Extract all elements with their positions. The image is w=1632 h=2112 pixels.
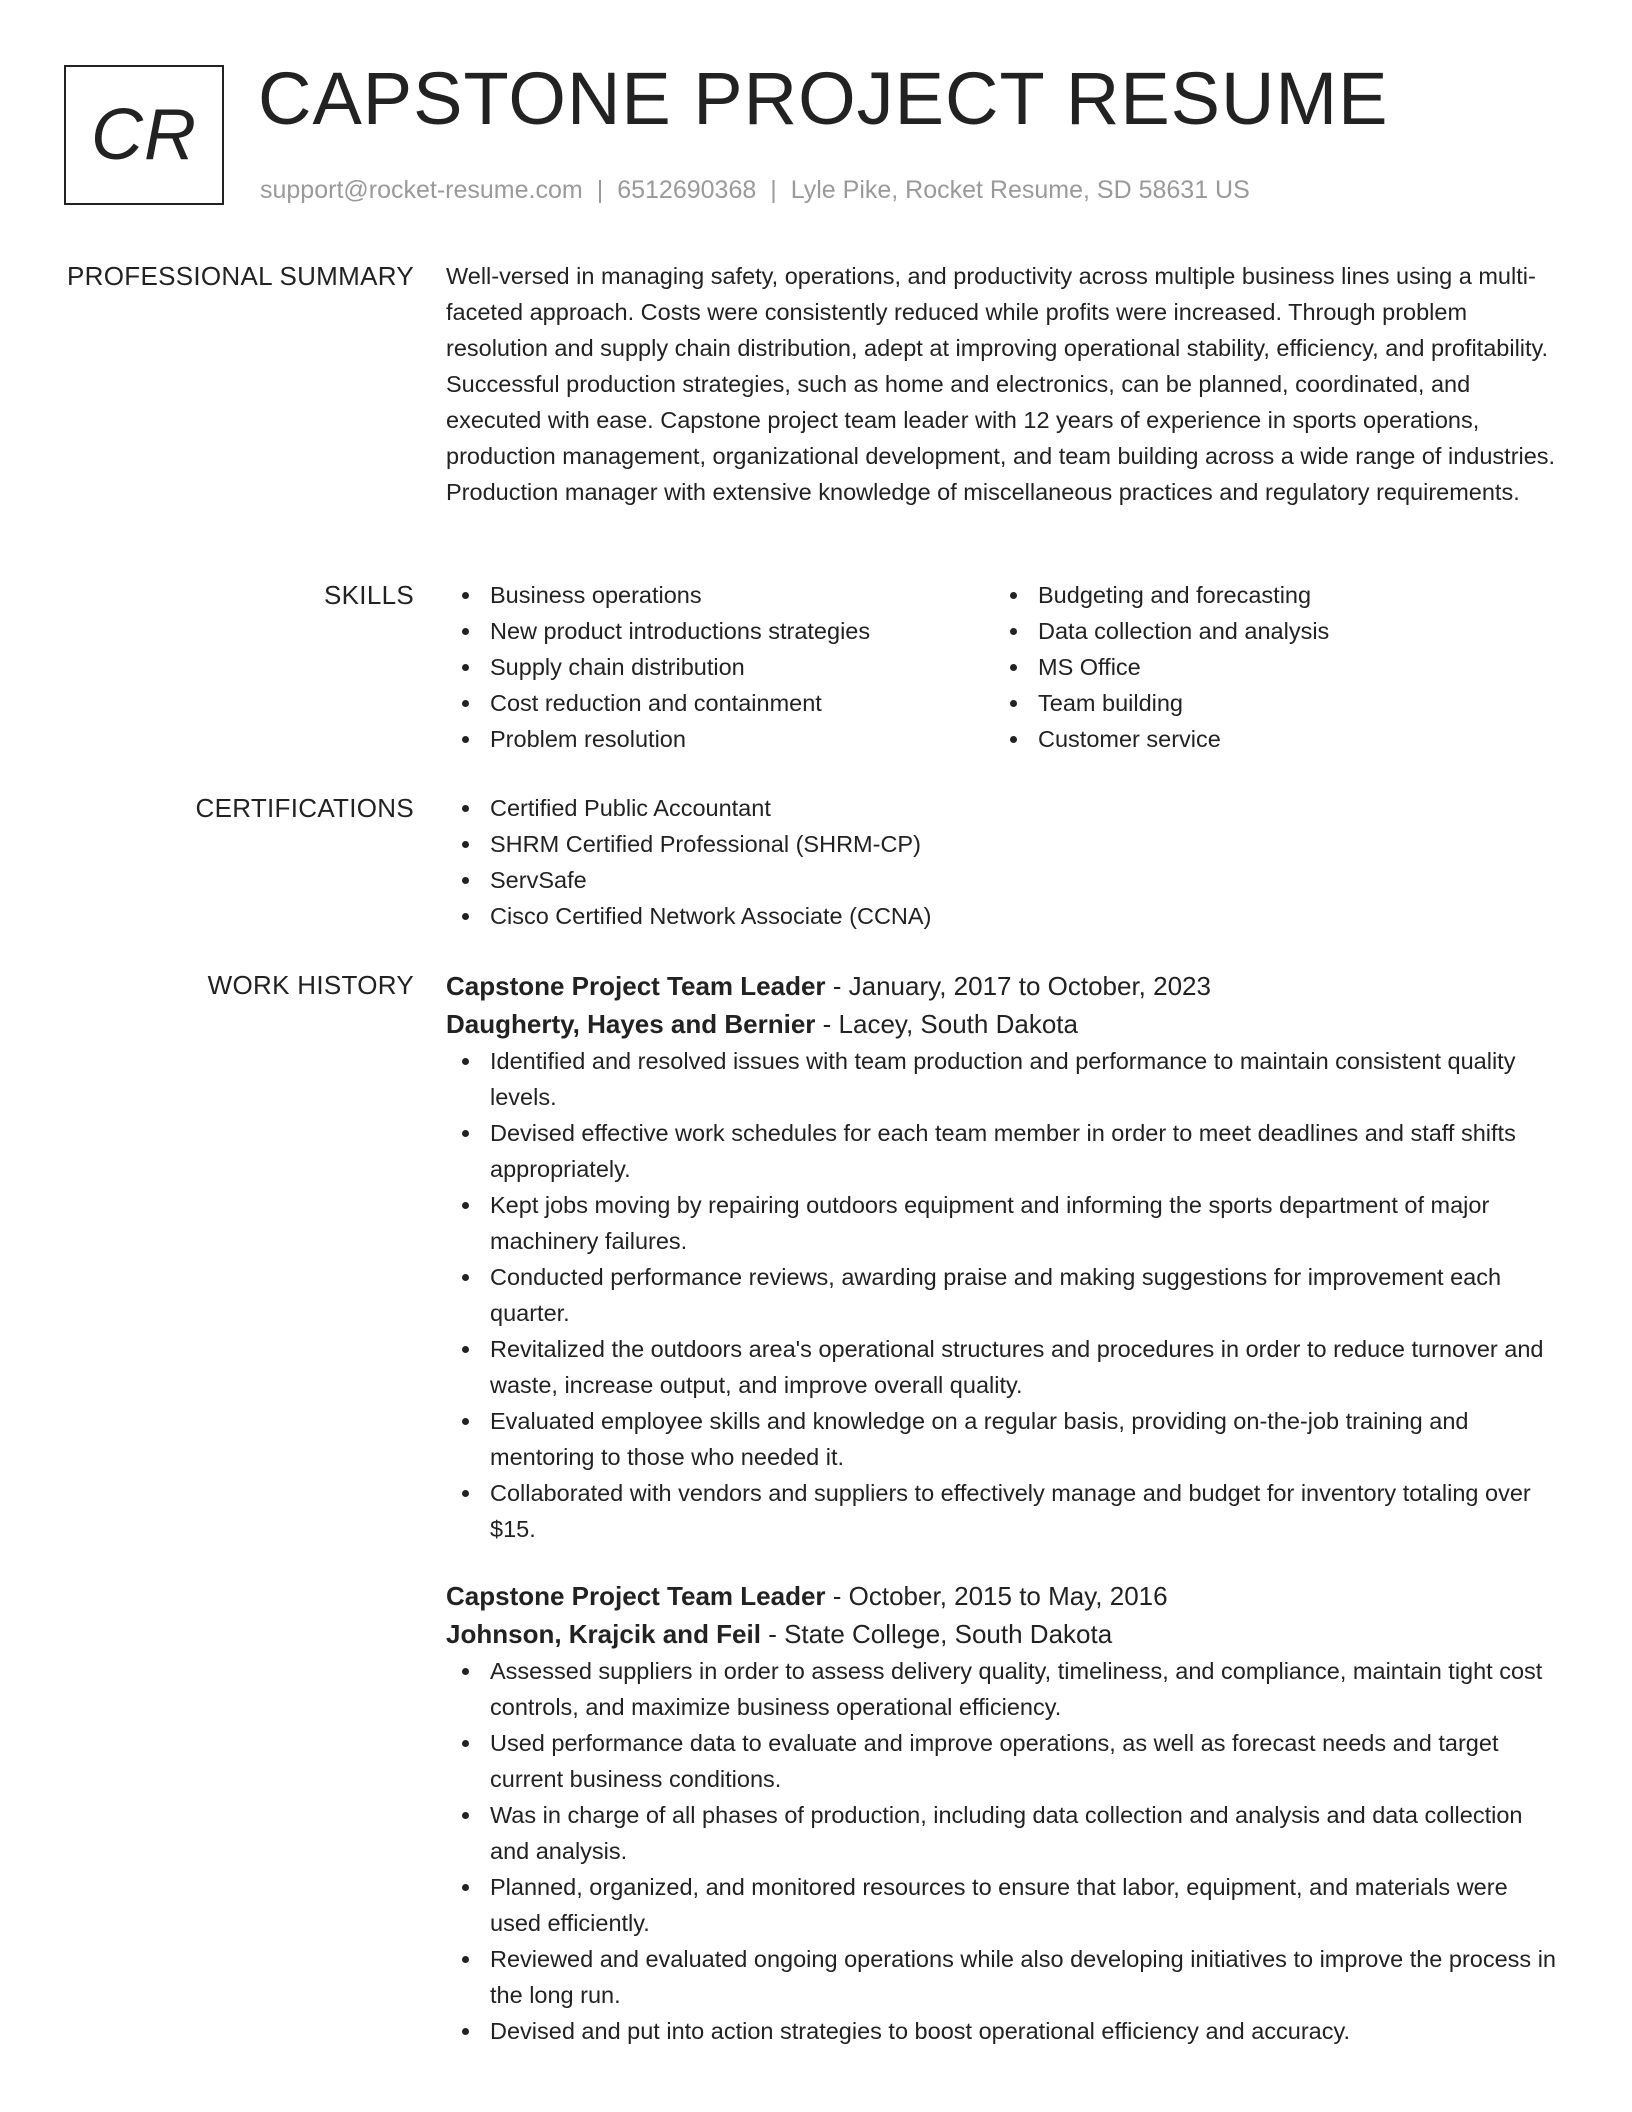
job-title-line [446,1577,1561,1615]
certification-item: Certified Public Accountant [446,790,1561,826]
summary-text: Well-versed in managing safety, operations, and productivity across multiple business lines using a multi-faceted approach. Costs were consistently reduced while profits were increased. Through problem resolution and supply chain distribution, adept at improving operational stability, efficiency, and profitability. Successful production strategies, such as home and electronics, can be planned, coordinated, and executed with ease. Capstone project team leader with 12 years of experience in sports operations, production management, organizational development, and team building across a wide range of industries. Production manager with extensive knowledge of miscellaneous practices and regulatory requirements. [446,263,1556,505]
certification-item: SHRM Certified Professional (SHRM-CP) [446,826,1561,862]
certification-item: ServSafe [446,862,1561,898]
job-bullet-item: Assessed suppliers in order to assess delivery quality, timeliness, and compliance, maintain tight cost controls, and maximize business operational efficiency. [446,1653,1561,1725]
job-bullet-item: Reviewed and evaluated ongoing operations while also developing initiatives to improve the process in the long run. [446,1941,1561,2013]
summary-heading: PROFESSIONAL SUMMARY [67,261,414,291]
job-location: - Lacey, South Dakota [815,1009,1078,1039]
job-company: Daugherty, Hayes and Bernier [446,1009,816,1039]
skills-list-left [446,577,994,757]
job-bullet-item: Conducted performance reviews, awarding praise and making suggestions for improvement each quarter. [446,1259,1561,1331]
job-title: Capstone Project Team Leader [446,971,826,1001]
job-bullet-item: Evaluated employee skills and knowledge on a regular basis, providing on-the-job training and mentoring to those who needed it. [446,1403,1561,1475]
job-bullet-list [446,1653,1561,2049]
contact-line [260,175,1250,205]
monogram-box [64,65,224,205]
contact-phone: 6512690368 [617,176,757,204]
job-bullet-item: Collaborated with vendors and suppliers to effectively manage and budget for inventory totaling over $15. [446,1475,1561,1547]
job-bullet-item: Revitalized the outdoors area's operational structures and procedures in order to reduce turnover and waste, increase output, and improve overall quality. [446,1331,1561,1403]
job-entry [446,1577,1561,2049]
skills-list-right [994,577,1542,757]
skill-item: Cost reduction and containment [446,685,994,721]
job-bullet-list [446,1043,1561,1547]
skill-item: Problem resolution [446,721,994,757]
skill-item: MS Office [994,649,1542,685]
certifications-list [446,790,1561,934]
skills-columns [446,577,1561,757]
skill-item: Team building [994,685,1542,721]
job-bullet-item: Planned, organized, and monitored resources to ensure that labor, equipment, and materials were used efficiently. [446,1869,1561,1941]
skill-item: Budgeting and forecasting [994,577,1542,613]
job-bullet-item: Was in charge of all phases of production, including data collection and analysis and data collection and analysis. [446,1797,1561,1869]
job-dates: - October, 2015 to May, 2016 [825,1581,1168,1611]
job-company: Johnson, Krajcik and Feil [446,1619,761,1649]
job-location: - State College, South Dakota [760,1619,1113,1649]
job-bullet-item: Devised effective work schedules for each team member in order to meet deadlines and staff shifts appropriately. [446,1115,1561,1187]
skills-heading: SKILLS [324,580,414,610]
job-title-line [446,967,1561,1005]
job-dates: - January, 2017 to October, 2023 [825,971,1211,1001]
skill-item: New product introductions strategies [446,613,994,649]
contact-separator: | [596,176,604,204]
certifications-body [446,790,1561,934]
job-bullet-item: Devised and put into action strategies to boost operational efficiency and accuracy. [446,2013,1561,2049]
job-entry [446,967,1561,1547]
monogram-initials: CR [91,95,197,175]
summary-body [446,258,1561,510]
job-company-line [446,1615,1561,1653]
certifications-heading: CERTIFICATIONS [195,793,414,823]
resume-title: CAPSTONE PROJECT RESUME [258,57,1389,140]
skill-item: Customer service [994,721,1542,757]
job-title: Capstone Project Team Leader [446,1581,826,1611]
job-bullet-item: Identified and resolved issues with team production and performance to maintain consistent quality levels. [446,1043,1561,1115]
job-company-line [446,1005,1561,1043]
skill-item: Supply chain distribution [446,649,994,685]
skill-item: Business operations [446,577,994,613]
contact-separator: | [770,176,777,204]
work-history-body [446,967,1561,2049]
contact-email: support@rocket-resume.com [260,176,583,204]
work-history-heading: WORK HISTORY [207,970,414,1000]
skills-body [446,577,1561,757]
skill-item: Data collection and analysis [994,613,1542,649]
contact-address: Lyle Pike, Rocket Resume, SD 58631 US [790,176,1250,204]
job-bullet-item: Kept jobs moving by repairing outdoors equipment and informing the sports department of major machinery failures. [446,1187,1561,1259]
job-bullet-item: Used performance data to evaluate and improve operations, as well as forecast needs and target current business conditions. [446,1725,1561,1797]
certification-item: Cisco Certified Network Associate (CCNA) [446,898,1561,934]
